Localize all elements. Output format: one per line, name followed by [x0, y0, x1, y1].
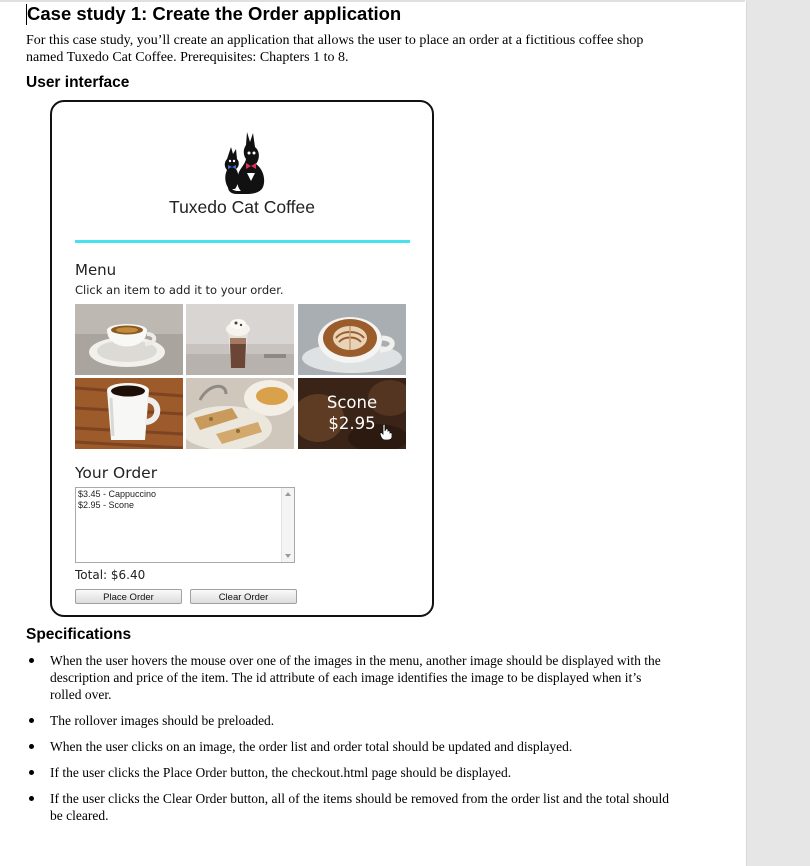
order-title: Your Order — [75, 464, 158, 482]
viewer-gutter — [746, 0, 810, 866]
clear-order-button[interactable]: Clear Order — [190, 589, 297, 604]
latte-art-cup-photo-icon — [298, 304, 406, 375]
coffee-mug-photo-icon — [75, 378, 183, 449]
order-list-scrollbar[interactable] — [281, 488, 294, 562]
tuxedo-cat-logo-icon — [217, 129, 271, 195]
ui-heading: User interface — [26, 74, 130, 91]
menu-title: Menu — [75, 261, 117, 279]
hand-pointer-icon — [380, 424, 392, 440]
mocha-glass-photo-icon — [186, 304, 294, 375]
spec-item: When the user clicks on an image, the order list and order total should be updated and displayed. — [26, 738, 676, 755]
specs-heading: Specifications — [26, 626, 132, 643]
header-rule — [75, 240, 410, 243]
menu-hint: Click an item to add it to your order. — [75, 283, 284, 297]
menu-item-espresso[interactable] — [75, 304, 183, 375]
scroll-down-icon[interactable] — [285, 554, 291, 558]
spec-item: The rollover images should be preloaded. — [26, 712, 676, 729]
spec-item: When the user hovers the mouse over one of the images in the menu, another image should be displayed with the description and price of the item. The id attribute of each image identifies the image to be displayed when it’s rolled over. — [26, 652, 676, 703]
specs-list — [26, 652, 676, 833]
order-list-item[interactable]: $2.95 - Scone — [78, 500, 135, 510]
menu-item-mocha[interactable] — [186, 304, 294, 375]
menu-item-latte[interactable] — [298, 304, 406, 375]
order-list-item[interactable]: $3.45 - Cappuccino — [78, 489, 157, 499]
espresso-cup-photo-icon — [75, 304, 183, 375]
intro-paragraph: For this case study, you’ll create an application that allows the user to place an order at a fictitious coffee shop named Tuxedo Cat Coffee. Prerequisites: Chapters 1 to 8. — [26, 33, 644, 65]
app-mockup — [50, 100, 434, 617]
spec-item: If the user clicks the Place Order button, the checkout.html page should be displayed. — [26, 764, 676, 781]
order-total: Total: $6.40 — [75, 568, 146, 582]
scroll-up-icon[interactable] — [285, 492, 291, 496]
hover-item-price: $2.95 — [328, 414, 376, 433]
biscotti-plate-photo-icon — [186, 378, 294, 449]
order-list[interactable] — [75, 487, 295, 563]
menu-item-scone[interactable] — [298, 378, 406, 449]
case-study-title: Case study 1: Create the Order application — [27, 3, 402, 24]
page-top-edge — [0, 0, 745, 2]
menu-item-biscotti[interactable] — [186, 378, 294, 449]
menu-item-coffee-mug[interactable] — [75, 378, 183, 449]
brand-name: Tuxedo Cat Coffee — [169, 197, 315, 217]
place-order-button[interactable]: Place Order — [75, 589, 182, 604]
spec-item: If the user clicks the Clear Order button, all of the items should be removed from the order list and the total should be cleared. — [26, 790, 676, 824]
hover-item-name: Scone — [326, 393, 378, 412]
